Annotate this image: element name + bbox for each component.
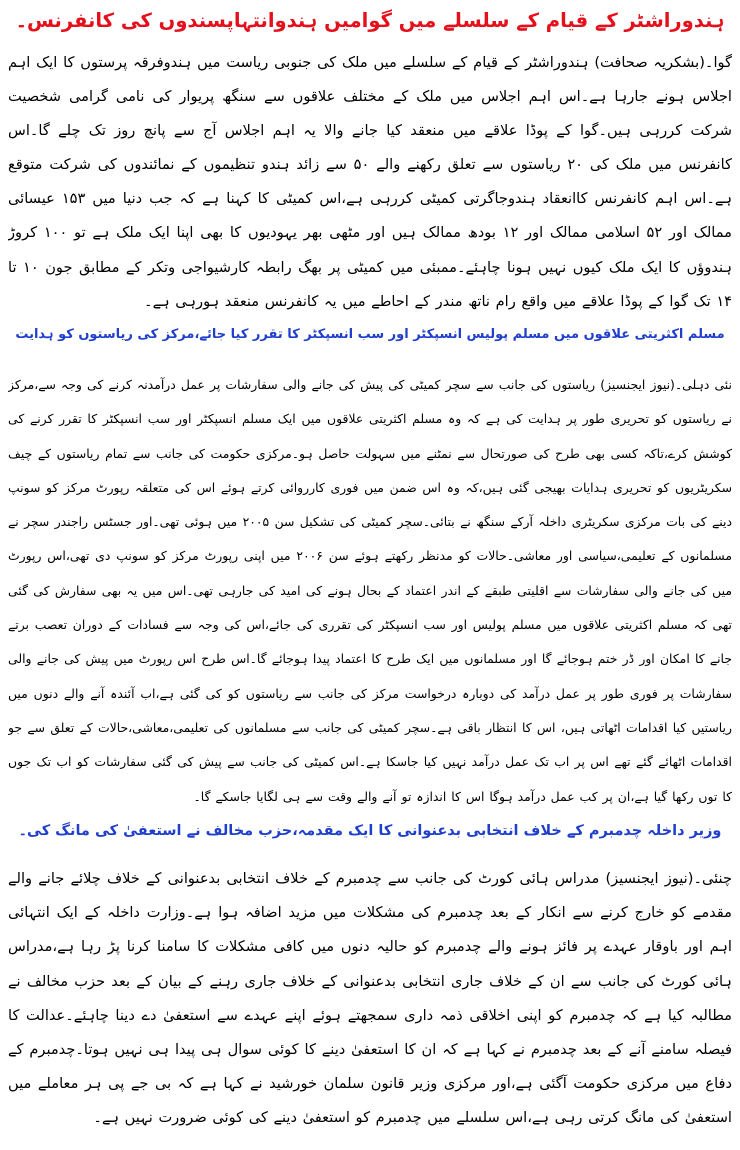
headline-chidambaram-case: وزیر داخلہ چدمبرم کے خلاف انتخابی بدعنوانی کا ایک مقدمہ،حزب مخالف نے استعفیٰ کی مانگ کی۔ — [18, 823, 722, 839]
headline-hindu-rashtra-conference: ہندوراشٹر کے قیام کے سلسلے میں گوامیں ہندوانتہاپسندوں کی کانفرنس۔ — [15, 9, 725, 32]
article-body-muslim-police-inspectors: نئی دہلی۔(نیوز ایجنسیز) ریاستوں کی جانب سے سچر کمیٹی کی پیش کی جانے والی سفارشات پر عمل درآمدنہ کرنے کی وجہ سے،مرکز نے ریاستوں کو تحریری طور پر ہدایت کی ہے کہ وہ مسلم اکثریتی علاقوں میں ایک مسلم انسپکٹر اور سب انسپکٹر کا تقرر کرنے کی کوشش کرے،تاکہ کسی بھی طرح کی صورتحال سے نمٹنے میں سہولت حاصل ہو۔مرکزی حکومت کی جانب سے تمام ریاستوں کے چیف سکریٹریوں کو تحریری ہدایات بھیجی گئی ہیں،کہ وہ اس ضمن میں فوری کارروائی کرتے ہوئے اس کی متعلقہ رپورٹ مرکز کو سونپ دینے کی بات مرکزی سکریٹری داخلہ آرکے سنگھ نے بتائی۔سچر کمیٹی کی تشکیل سن ۲۰۰۵ میں ہوئی تھی۔اور جسٹس راجندر سچر نے مسلمانوں کے تعلیمی،سیاسی اور معاشی۔حالات کو مدنظر رکھتے ہوئے سن ۲۰۰۶ میں اپنی رپورٹ مرکز کو سونپ دی تھی،اس رپورٹ میں کی جانے والی سفارشات سے اقلیتی طبقے کے اندر اعتماد کے بحال ہونے کی امید کی جارہی تھی۔اس میں یہ بھی سفارش کی گئی تھی کہ مسلم اکثریتی علاقوں میں مسلم پولیس اور سب انسپکٹر کی تقرری کی جائے،اس کی وجہ سے فسادات کے دوران تعصب برتے جانے کا امکان اور ڈر ختم ہوجائے گا اور مسلمانوں میں ایک طرح کا اعتماد پیدا ہوجائے گا۔اس طرح اس رپورٹ میں پیش کی جانے والی سفارشات پر فوری طور پر عمل درآمد کی دوبارہ درخواست مرکز کی جانب سے ریاستوں کو کی گئی ہے،اب آئندہ آنے والے دنوں میں ریاستیں کیا اقدامات اٹھاتی ہیں، اس کا انتظار باقی ہے۔سچر کمیٹی کی جانب سے مسلمانوں کی تعلیمی،معاشی،حالات کے تعلق سے جو اقدامات اٹھائے گئے تھے اس پر اب تک عمل درآمد نہیں کیا جاسکا ہے۔اس کمیٹی کی جانب سے پیش کی گئی سفارشات کو اب تک جوں کا توں رکھا گیا ہے،ان پر کب عمل درآمد ہوگا اس کا اندازہ تو آنے والے وقت سے ہی لگایا جاسکے گا۔ — [8, 377, 732, 804]
headline-muslim-police-inspectors: مسلم اکثریتی علاقوں میں مسلم پولیس انسپکٹر اور سب انسپکٹر کا تقرر کیا جائے،مرکز کی ریاستوں کو ہدایت — [15, 327, 725, 342]
article-muslim-police-inspectors — [8, 318, 732, 814]
article-body-chidambaram-case: چنئی۔(نیوز ایجنسیز) مدراس ہائی کورٹ کی جانب سے چدمبرم کے خلاف انتخابی بدعنوانی کے خلاف چلائے جانے والے مقدمے کو خارج کرنے سے انکار کے بعد چدمبرم کی مشکلات میں مزید اضافہ ہوا ہے۔وزارت داخلہ کے ایک انتہائی اہم اور باوقار عہدے پر فائز ہونے والے چدمبرم کو حالیہ دنوں میں کافی مشکلات کا سامنا کرنا پڑ رہا ہے،مدراس ہائی کورٹ کی جانب سے ان کے خلاف جاری انتخابی بدعنوانی کے خلاف جاری رہنے کے بیان کے بعد حزب مخالف نے مطالبہ کیا ہے کہ چدمبرم کو اپنی اخلاقی ذمہ داری سمجھتے ہوئے اپنے عہدے سے استعفیٰ دے دینا چاہئے۔عدالت کا فیصلہ سامنے آنے کے بعد چدمبرم نے کہا ہے کہ ان کا استعفیٰ دینے کا کوئی سوال ہی پیدا ہی نہیں ہوتا۔چدمبرم کے دفاع میں مرکزی حکومت آگئی ہے،اور مرکزی وزیر قانون سلمان خورشید نے کہا ہے کہ بی جے پی ہر معاملے میں استعفیٰ کی مانگ کرتی رہی ہے،اس سلسلے میں چدمبرم کو استعفیٰ دینے کی کوئی ضرورت نہیں ہے۔ — [8, 870, 732, 1127]
article-chidambaram-case — [8, 814, 732, 1138]
article-hindu-rashtra-conference — [8, 4, 732, 318]
article-body-hindu-rashtra-conference: گوا۔(بشکریہ صحافت) ہندوراشٹر کے قیام کے سلسلے میں ملک کی جنوبی ریاست میں ہندوفرقہ پرستوں کا ایک اہم اجلاس ہونے جارہا ہے۔اس اہم اجلاس میں ملک کے مختلف علاقوں سے سنگھ پریوار کی نامی گرامی شخصیت شرکت کررہی ہیں۔گوا کے پوڈا علاقے میں منعقد کیا جانے والا یہ اہم اجلاس آج سے پانچ روز تک چلے گا۔اس کانفرنس میں ملک کی ۲۰ ریاستوں سے تعلق رکھنے والے ۵۰ سے زائد ہندو تنظیموں کے نمائندوں کی شرکت متوقع ہے۔اس اہم کانفرنس کاانعقاد ہندوجاگرتی کمیٹی کررہی ہے،اس کمیٹی کا کہنا ہے کہ جب دنیا میں ۱۵۳ عیسائی ممالک اور ۵۲ اسلامی ممالک اور ۱۲ بودھ ممالک ہیں اور مٹھی بھر یہودیوں کا بھی اپنا ایک ملک ہے تو ۱۰۰ کروڑ ہندوؤں کا ایک ملک کیوں نہیں ہونا چاہئے۔ممبئی میں کمیٹی پر بھگ رابطہ کارشیواجی وتکر کے مطابق جون ۱۰ تا ۱۴ تک گوا کے پوڈا علاقے میں واقع رام ناتھ مندر کے احاطے میں یہ کانفرنس منعقد ہورہی ہے۔ — [8, 54, 732, 310]
